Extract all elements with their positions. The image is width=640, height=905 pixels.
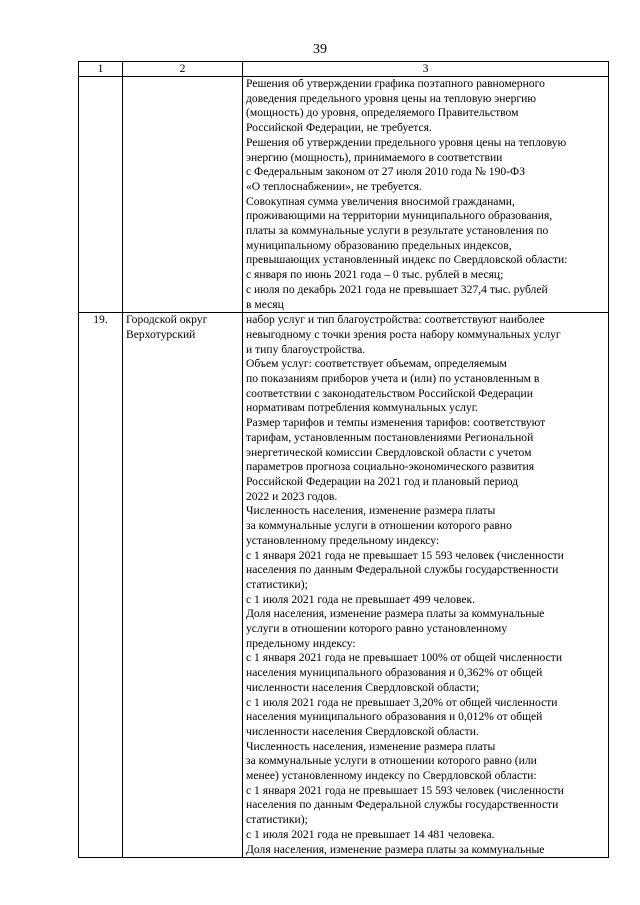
description-cell bbox=[243, 77, 609, 313]
text-line: доведения предельного уровня цены на тепловую энергию bbox=[246, 91, 537, 105]
description-cell bbox=[243, 313, 609, 858]
column-header-1: 1 bbox=[79, 62, 123, 77]
text-line: энергию (мощность), принимаемого в соответствии bbox=[246, 150, 503, 164]
text-line: за коммунальные услуги в отношении которого равно bbox=[246, 519, 512, 533]
text-line: соответствии с законодательством Российской Федерации bbox=[246, 386, 533, 400]
text-line: (мощность) до уровня, определяемого Правительством bbox=[246, 106, 519, 120]
text-line: услуги в отношении которого равно установленному bbox=[246, 622, 508, 636]
text-line: за коммунальные услуги в отношении которого равно (или bbox=[246, 754, 537, 768]
text-line: с 1 января 2021 года не превышает 15 593 человек (численности bbox=[246, 783, 564, 797]
text-line: тарифам, установленным постановлениями Региональной bbox=[246, 430, 534, 444]
table-row-19 bbox=[79, 313, 609, 858]
text-line: с 1 января 2021 года не превышает 100% от общей численности bbox=[246, 651, 563, 665]
text-line: с Федеральным законом от 27 июля 2010 года № 190-ФЗ bbox=[246, 165, 526, 179]
text-line: невыгодному с точки зрения роста набору коммунальных услуг bbox=[246, 327, 561, 341]
text-line: с 1 января 2021 года не превышает 15 593 человек (численности bbox=[246, 548, 564, 562]
page-number: 39 bbox=[313, 42, 327, 57]
text-line: Численность населения, изменение размера платы bbox=[246, 504, 496, 518]
text-line: Решения об утверждении графика поэтапного равномерного bbox=[246, 77, 545, 90]
text-line: Решения об утверждении предельного уровня цены на тепловую bbox=[246, 135, 567, 149]
text-line: Доля населения, изменение размера платы за коммунальные bbox=[246, 607, 545, 621]
text-line: населения по данным Федеральной службы государственности bbox=[246, 798, 559, 812]
text-line: по показаниям приборов учета и (или) по установленным в bbox=[246, 372, 540, 386]
text-line: параметров прогноза социально-экономического развития bbox=[246, 460, 535, 474]
municipality-cell bbox=[123, 77, 243, 313]
text-line: муниципальному образованию предельных индексов, bbox=[246, 238, 512, 252]
text-line: платы за коммунальные услуги в результате установления по bbox=[246, 224, 549, 238]
text-line: Российской Федерации на 2021 год и плановый период bbox=[246, 474, 519, 488]
text-line: населения по данным Федеральной службы государственности bbox=[246, 563, 559, 577]
text-line: с 1 июля 2021 года не превышает 3,20% от общей численности bbox=[246, 695, 558, 709]
text-line: численности населения Свердловской области. bbox=[246, 724, 479, 738]
text-line: Объем услуг: соответствует объемам, определяемым bbox=[246, 357, 507, 371]
text-line: предельному индексу: bbox=[246, 636, 356, 650]
text-line: статистики); bbox=[246, 813, 308, 827]
text-line: проживающими на территории муниципального образования, bbox=[246, 209, 553, 223]
row-number-cell: 19. bbox=[79, 313, 123, 858]
municipality-line: Верхотурский bbox=[126, 327, 196, 341]
text-line: с 1 июля 2021 года не превышает 499 человек. bbox=[246, 592, 476, 606]
document-table bbox=[78, 61, 609, 858]
table-header-row bbox=[79, 62, 609, 77]
row-number-cell bbox=[79, 77, 123, 313]
text-line: населения муниципального образования и 0,012% от общей bbox=[246, 710, 543, 724]
column-header-3: 3 bbox=[243, 62, 609, 77]
text-line: Совокупная сумма увеличения вносимой гражданами, bbox=[246, 194, 515, 208]
municipality-cell bbox=[123, 313, 243, 858]
text-line: менее) установленному индексу по Свердловской области: bbox=[246, 769, 537, 783]
text-line: статистики); bbox=[246, 577, 308, 591]
text-line: населения муниципального образования и 0,362% от общей bbox=[246, 666, 543, 680]
text-line: Размер тарифов и темпы изменения тарифов: соответствуют bbox=[246, 416, 546, 430]
text-line: численности населения Свердловской области; bbox=[246, 680, 480, 694]
municipality-line: Городской округ bbox=[126, 313, 208, 327]
text-line: «О теплоснабжении», не требуется. bbox=[246, 179, 422, 193]
text-line: с 1 июля 2021 года не превышает 14 481 человека. bbox=[246, 827, 495, 841]
text-line: и типу благоустройства. bbox=[246, 342, 366, 356]
text-line: нормативам потребления коммунальных услуг. bbox=[246, 401, 479, 415]
table-row-continued bbox=[79, 77, 609, 313]
text-line: Российской Федерации, не требуется. bbox=[246, 121, 432, 135]
text-line: набор услуг и тип благоустройства: соответствуют наиболее bbox=[246, 313, 545, 327]
text-line: с июля по декабрь 2021 года не превышает 327,4 тыс. рублей bbox=[246, 282, 548, 296]
text-line: 2022 и 2023 годов. bbox=[246, 489, 338, 503]
column-header-2: 2 bbox=[123, 62, 243, 77]
text-line: установленному предельному индексу: bbox=[246, 533, 440, 547]
text-line: в месяц bbox=[246, 297, 284, 311]
text-line: Доля населения, изменение размера платы за коммунальные bbox=[246, 842, 545, 856]
text-line: Численность населения, изменение размера платы bbox=[246, 739, 496, 753]
text-line: с января по июнь 2021 года – 0 тыс. рублей в месяц; bbox=[246, 268, 504, 282]
text-line: энергетической комиссии Свердловской области с учетом bbox=[246, 445, 532, 459]
text-line: превышающих установленный индекс по Свердловской области: bbox=[246, 253, 568, 267]
